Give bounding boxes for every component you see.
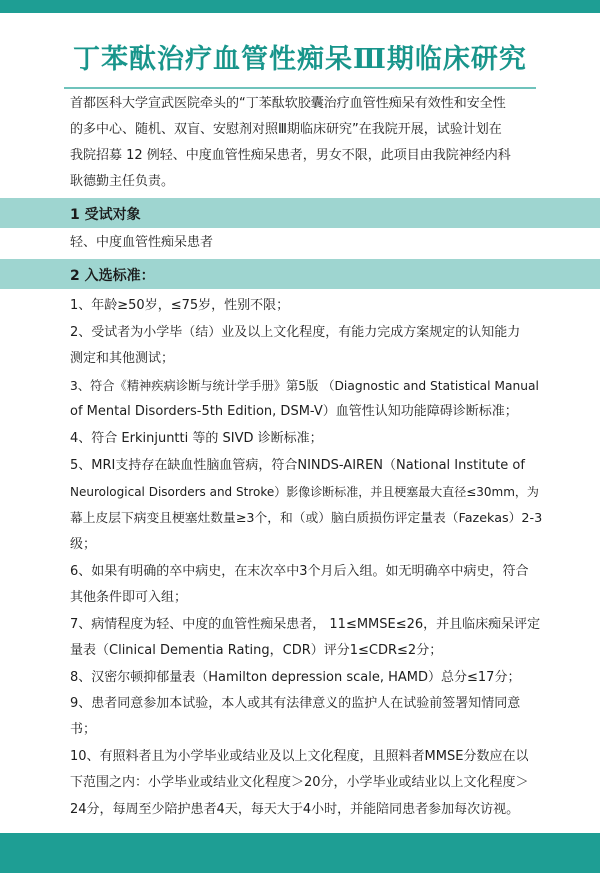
top-accent-bar [0, 0, 600, 13]
criteria-line: 1、年龄≥50岁，≤75岁，性别不限； [70, 298, 290, 313]
intro-line: 首都医科大学宣武医院牵头的“丁苯酞软胶囊治疗血管性痴呆有效性和安全性 [70, 96, 506, 111]
criteria-line: 量表（Clinical Dementia Rating，CDR）评分1≤CDR≤2分； [70, 643, 443, 658]
criteria-line: 2、受试者为小学毕（结）业及以上文化程度，有能力完成方案规定的认知能力 [70, 325, 521, 340]
criteria-line: of Mental Disorders-5th Edition, DSM-V）血管性认知功能障碍诊断标准； [70, 404, 518, 419]
subjects-text: 轻、中度血管性痴呆患者 [70, 235, 214, 250]
criteria-line: 6、如果有明确的卒中病史，在末次卒中3个月后入组。如无明确卒中病史，符合 [70, 564, 529, 579]
page-title: 丁苯酞治疗血管性痴呆Ⅲ期临床研究 [73, 44, 527, 75]
intro-line: 耿德勤主任负责。 [70, 174, 175, 189]
intro-line: 的多中心、随机、双盲、安慰剂对照Ⅲ期临床研究”在我院开展，试验计划在 [70, 122, 502, 137]
criteria-line: 级； [70, 537, 97, 552]
criteria-line: 下范围之内：小学毕业或结业文化程度＞20分，小学毕业或结业以上文化程度＞ [70, 775, 529, 790]
title-divider [64, 87, 536, 89]
criteria-line: 10、有照料者且为小学毕业或结业及以上文化程度，且照料者MMSE分数应在以 [70, 749, 529, 764]
criteria-line: 24分，每周至少陪护患者4天，每天大于4小时，并能陪同患者参加每次访视。 [70, 802, 520, 817]
criteria-line: 幕上皮层下病变且梗塞灶数量≥3个，和（或）脑白质损伤评定量表（Fazekas）2-3 [70, 511, 543, 526]
criteria-line: 其他条件即可入组； [70, 590, 188, 605]
criteria-line: 4、符合 Erkinjuntti 等的 SIVD 诊断标准； [70, 431, 323, 446]
section-title: 2 入选标准： [70, 268, 155, 284]
section-header-inclusion [0, 259, 600, 289]
criteria-line: 3、符合《精神疾病诊断与统计学手册》第5版 （Diagnostic and Statistical Manual [70, 379, 539, 393]
criteria-line: 8、汉密尔顿抑郁量表（Hamilton depression scale, HAMD）总分≤17分； [70, 670, 521, 685]
section-header-subjects [0, 198, 600, 228]
criteria-line: 测定和其他测试； [70, 351, 175, 366]
criteria-line: 9、患者同意参加本试验，本人或其有法律意义的监护人在试验前签署知情同意 [70, 696, 521, 711]
criteria-line: 书； [70, 722, 97, 737]
section-title: 1 受试对象 [70, 207, 141, 223]
criteria-line: Neurological Disorders and Stroke）影像诊断标准，并且梗塞最大直径≤30mm，为 [70, 485, 539, 499]
criteria-line: 7、病情程度为轻、中度的血管性痴呆患者， 11≤MMSE≤26，并且临床痴呆评定 [70, 617, 541, 632]
bottom-accent-bar [0, 833, 600, 873]
intro-line: 我院招募 12 例轻、中度血管性痴呆患者，男女不限，此项目由我院神经内科 [70, 148, 511, 163]
criteria-line: 5、MRI支持存在缺血性脑血管病，符合NINDS-AIREN（National Institute of [70, 458, 525, 473]
